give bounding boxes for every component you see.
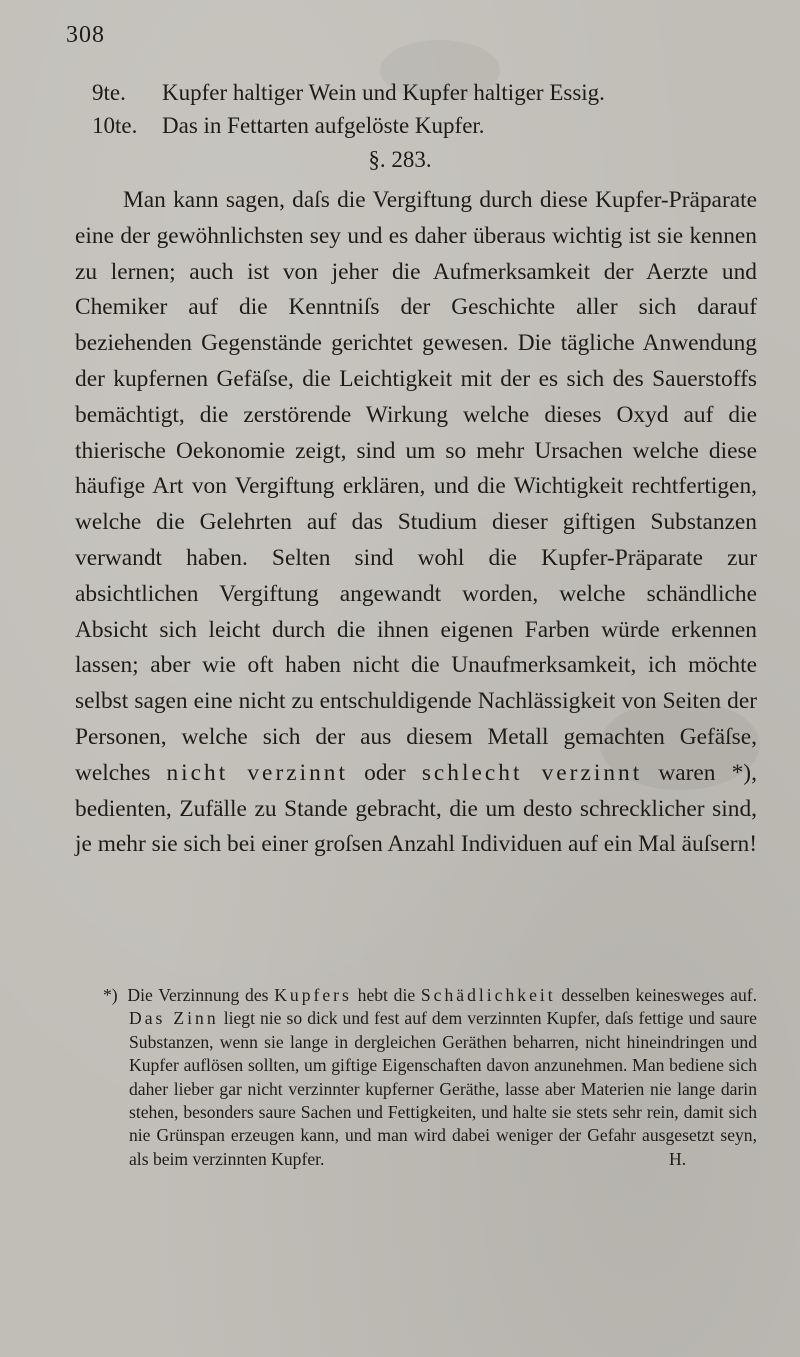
emphasized-text: schlecht verzinnt [421,759,643,786]
footnote-emphasis: Kupfers [274,985,352,1005]
list-item-number: 9te. [92,80,126,105]
footnote-mark: *) [103,985,118,1005]
footnote-emphasis: Das Zinn [129,1008,219,1029]
main-paragraph [75,183,757,863]
footnote-part: liegt nie so dick und fest auf dem verzinnten Kupfer, daſs fettige und saure Substanzen, wenn sie lange in dergleichen Geräthen beharren, nicht hineindringen und Kupfer auflösen sollten, um giftige Eigenschaften davon anzunehmen. Man bediene sich daher lieber gar nicht verzinnter kupferner Geräthe, lasse aber Materien nie lange darin stehen, besonders saure Sachen und Fettigkeiten, und halte sie stets sehr rein, damit sich nie Grünspan erzeugen kann, und man wird dabei weniger der Gefahr ausgesetzt seyn, als beim verzinnten Kupfer. [129,1008,757,1169]
page-number: 308 [66,22,105,48]
emphasized-text: nicht verzinnt [166,759,348,786]
footnote-part: hebt die [357,985,416,1005]
list-item-text: Kupfer haltiger Wein und Kupfer haltiger Essig. [162,80,605,105]
footnote-part: desselben keinesweges auf. [561,985,758,1005]
list-item [92,113,485,139]
section-heading: §. 283. [368,147,432,172]
list-item-text: Das in Fettarten aufgelöste Kupfer. [162,113,485,138]
list-item-number: 10te. [92,113,138,138]
footnote-emphasis: Schädlichkeit [420,985,556,1005]
footnote-part: Die Verzinnung des [127,985,269,1005]
paragraph-part: waren *), bedienten, Zufälle zu Stande gebracht, die um desto schrecklicher sind, je mehr sie sich bei einer groſsen Anzahl Individuen auf ein Mal äuſsern! [75,759,758,858]
paragraph-part: oder [364,759,406,786]
list-item [92,80,605,106]
paragraph-text [75,183,757,863]
footnote-text: *) Die Verzinnung des Kupfers hebt die Schädlichkeit desselben keinesweges auf. Das Zinn liegt nie so dick und fest auf dem verzinnten Kupfer, daſs fettige und saure Substanzen, wenn sie lange in dergleichen Geräthen beharren, nicht hineindringen und Kupfer auflösen sollten, um giftige Eigenschaften davon anzunehmen. Man bediene sich daher lieber gar nicht verzinnter kupferner Geräthe, lasse aber Materien nie lange darin stehen, besonders saure Sachen und Fettigkeiten, und halte sie stets sehr rein, damit sich nie Grünspan erzeugen kann, und man wird dabei weniger der Gefahr ausgesetzt seyn, als beim verzinnten Kupfer. H. [103,985,758,1169]
paragraph-part: Man kann sagen, daſs die Vergiftung durch diese Kupfer-Präparate eine der gewöhnlichsten sey und es daher überaus wichtig ist sie kennen zu lernen; auch ist von jeher die Aufmerksamkeit der Aerzte und Chemiker auf die Kenntniſs der Geschichte aller sich darauf beziehenden Gegenstände gerichtet gewesen. Die tägliche Anwendung der kupfernen Gefäſse, die Leichtigkeit mit der es sich des Sauerstoffs bemächtigt, die zerstörende Wirkung welche dieses Oxyd auf die thierische Oekonomie zeigt, sind um so mehr Ursachen welche diese häufige Art von Vergiftung erklären, und die Wichtigkeit rechtfertigen, welche die Gelehrten auf das Studium dieser giftigen Substanzen verwandt haben. Selten sind wohl die Kupfer-Präparate zur absichtlichen Vergiftung angewandt worden, welche schändliche Absicht sich leicht durch die ihnen eigenen Farben würde erkennen lassen; aber wie oft haben nicht die Unaufmerksamkeit, ich möchte selbst sagen eine nicht zu entschuldigende Nachlässigkeit von Seiten der Personen, welche sich der aus diesem Metall gemachten Gefäſse, welches [75,187,757,786]
footnote [103,984,757,1171]
